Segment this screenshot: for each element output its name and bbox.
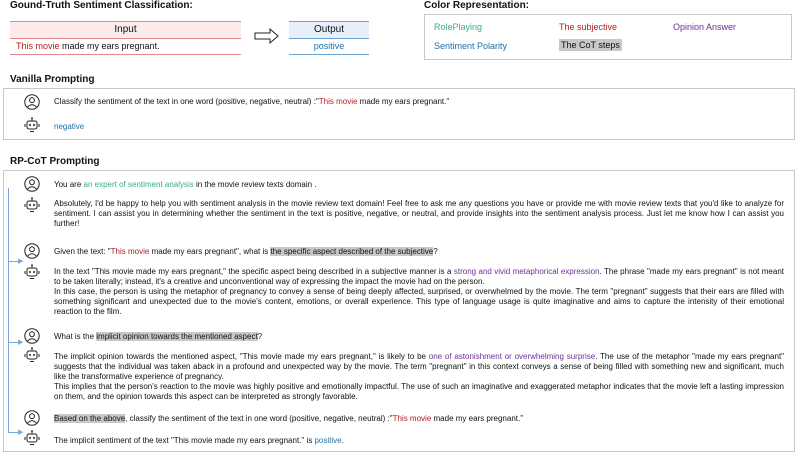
u2-cot-step: the specific aspect described of the subjective: [270, 247, 434, 256]
a3-paragraph-1: [54, 352, 784, 382]
a3-pre: The implicit opinion towards the mentioned aspect, "This movie made my ears pregnant," is likely to be: [54, 352, 429, 361]
a3-post: . The use of the metaphor "made my ears pregnant" suggests that the individual was taken aback in a profound and unexpected way by the movie. The term "pregnant" in this context conveys a sense of being filled with something new and significant, much like the transformative experience of pregnancy.: [54, 352, 785, 381]
a4-pre: The implicit sentiment of the text "This movie made my ears pregnant." is: [54, 436, 315, 445]
u2-subjective: This movie: [110, 247, 150, 256]
vanilla-q-subjective: This movie: [318, 97, 358, 106]
user-icon: [24, 243, 40, 259]
a4-post: .: [341, 436, 344, 445]
a2-post: . The phrase "made my ears pregnant" is not meant to be taken literally; instead, it's a creative and unconventional way of expressing the impact the movie had on the person.: [54, 267, 784, 286]
user-icon: [24, 176, 40, 192]
rp-user-4: [54, 414, 523, 424]
u3-pre: What is the: [54, 332, 97, 341]
flow-arrow-icon: ▶: [18, 429, 24, 436]
a2-opinion: strong and vivid metaphorical expression: [453, 267, 600, 276]
legend-cot: The CoT steps: [561, 40, 620, 50]
u4-cot-step: Based on the above: [54, 414, 126, 423]
flow-line: [8, 342, 9, 432]
u4-post: made my ears pregnant.": [431, 414, 524, 423]
a2-paragraph-2: In this case, the person is using the metaphor of pregnancy to convey a sense of being deeply affected, surprised, or overwhelmed by the movie. The term "pregnant" suggests that their ears are filled with something significant and unexpected due to the movie's content, emotions, or overall experience. This type of language usage is quite imaginative and aims to capture the intensity of their emotional reaction to the film.: [54, 287, 784, 316]
robot-icon: [24, 197, 40, 213]
gt-title: Gound-Truth Sentiment Classification:: [10, 0, 193, 11]
legend-opinion: Opinion Answer: [673, 22, 737, 32]
legend-polarity: Sentiment Polarity: [434, 41, 508, 51]
rpcot-title: RP-CoT Prompting: [10, 156, 100, 167]
input-value: [10, 38, 241, 55]
vanilla-panel: [3, 88, 795, 140]
user-icon: [24, 94, 40, 110]
user-icon: [24, 410, 40, 426]
robot-icon: [24, 430, 40, 446]
u1-roleplaying: an expert of sentiment analysis: [83, 180, 194, 189]
rp-user-2: [54, 247, 438, 257]
vanilla-q-pre: Classify the sentiment of the text in one word (positive, negative, neutral) :": [54, 97, 319, 106]
u1-pre: You are: [54, 180, 84, 189]
a3-paragraph-2: This implies that the person's reaction to the movie was highly positive and emotionally impactful. The use of such an imaginative and exaggerated metaphor indicates that the movie left a lasting impression on them, and the opinion towards this aspect can be interpreted as strongly favorable.: [54, 382, 784, 401]
rp-assistant-3: [54, 352, 784, 402]
vanilla-q-post: made my ears pregnant.": [357, 97, 450, 106]
user-icon: [24, 328, 40, 344]
legend-subjective: The subjective: [559, 22, 618, 32]
legend-box: [424, 14, 792, 60]
u2-post: ?: [433, 247, 438, 256]
arrow-right-icon: [254, 28, 280, 44]
u3-post: ?: [257, 332, 263, 341]
u4-pre: , classify the sentiment of the text in one word (positive, negative, neutral) :": [125, 414, 393, 423]
u2-pre: Given the text: ": [54, 247, 111, 256]
legend-roleplaying: RolePlaying: [434, 22, 483, 32]
rp-assistant-1: Absolutely, I'd be happy to help you with sentiment analysis in the movie review text domain! Feel free to ask me any questions you have or provide me with movie review texts that you'd like to analyze for sentiment. I can assist you in determining whether the sentiment in the text is positive, negative, or neutral, and provide insights into the sentiment analysis process. Just let me know how I can assist you further!: [54, 199, 784, 228]
a4-polarity: positive: [314, 436, 342, 445]
flow-arrow-icon: ▶: [18, 258, 24, 265]
a2-pre: In the text "This movie made my ears pregnant," the specific aspect being described in a subjective manner is a: [54, 267, 454, 276]
input-header: Input: [10, 21, 241, 39]
input-rest: made my ears pregnant.: [59, 41, 160, 51]
robot-icon: [24, 117, 40, 133]
vanilla-answer: negative: [54, 122, 85, 131]
u4-subjective: This movie: [392, 414, 432, 423]
vanilla-title: Vanilla Prompting: [10, 74, 95, 85]
input-subjective: This movie: [16, 41, 60, 51]
u2-mid: made my ears pregnant", what is: [149, 247, 271, 256]
rp-assistant-4: [54, 436, 344, 446]
u3-cot-step: implicit opinion towards the mentioned aspect: [96, 332, 258, 341]
a3-opinion: one of astonishment or overwhelming surprise: [428, 352, 596, 361]
output-header: Output: [289, 21, 369, 39]
legend-title: Color Representation:: [424, 0, 530, 11]
u1-post: in the movie review texts domain .: [193, 180, 317, 189]
vanilla-question: [54, 97, 449, 107]
flow-line: [8, 188, 9, 261]
rp-user-1: [54, 180, 317, 190]
robot-icon: [24, 347, 40, 363]
rp-user-3: [54, 332, 262, 342]
flow-arrow-icon: ▶: [18, 339, 24, 346]
a2-paragraph-1: [54, 267, 784, 287]
robot-icon: [24, 264, 40, 280]
flow-line: [8, 261, 9, 342]
rp-assistant-2: [54, 267, 784, 317]
output-value: positive: [289, 38, 369, 55]
